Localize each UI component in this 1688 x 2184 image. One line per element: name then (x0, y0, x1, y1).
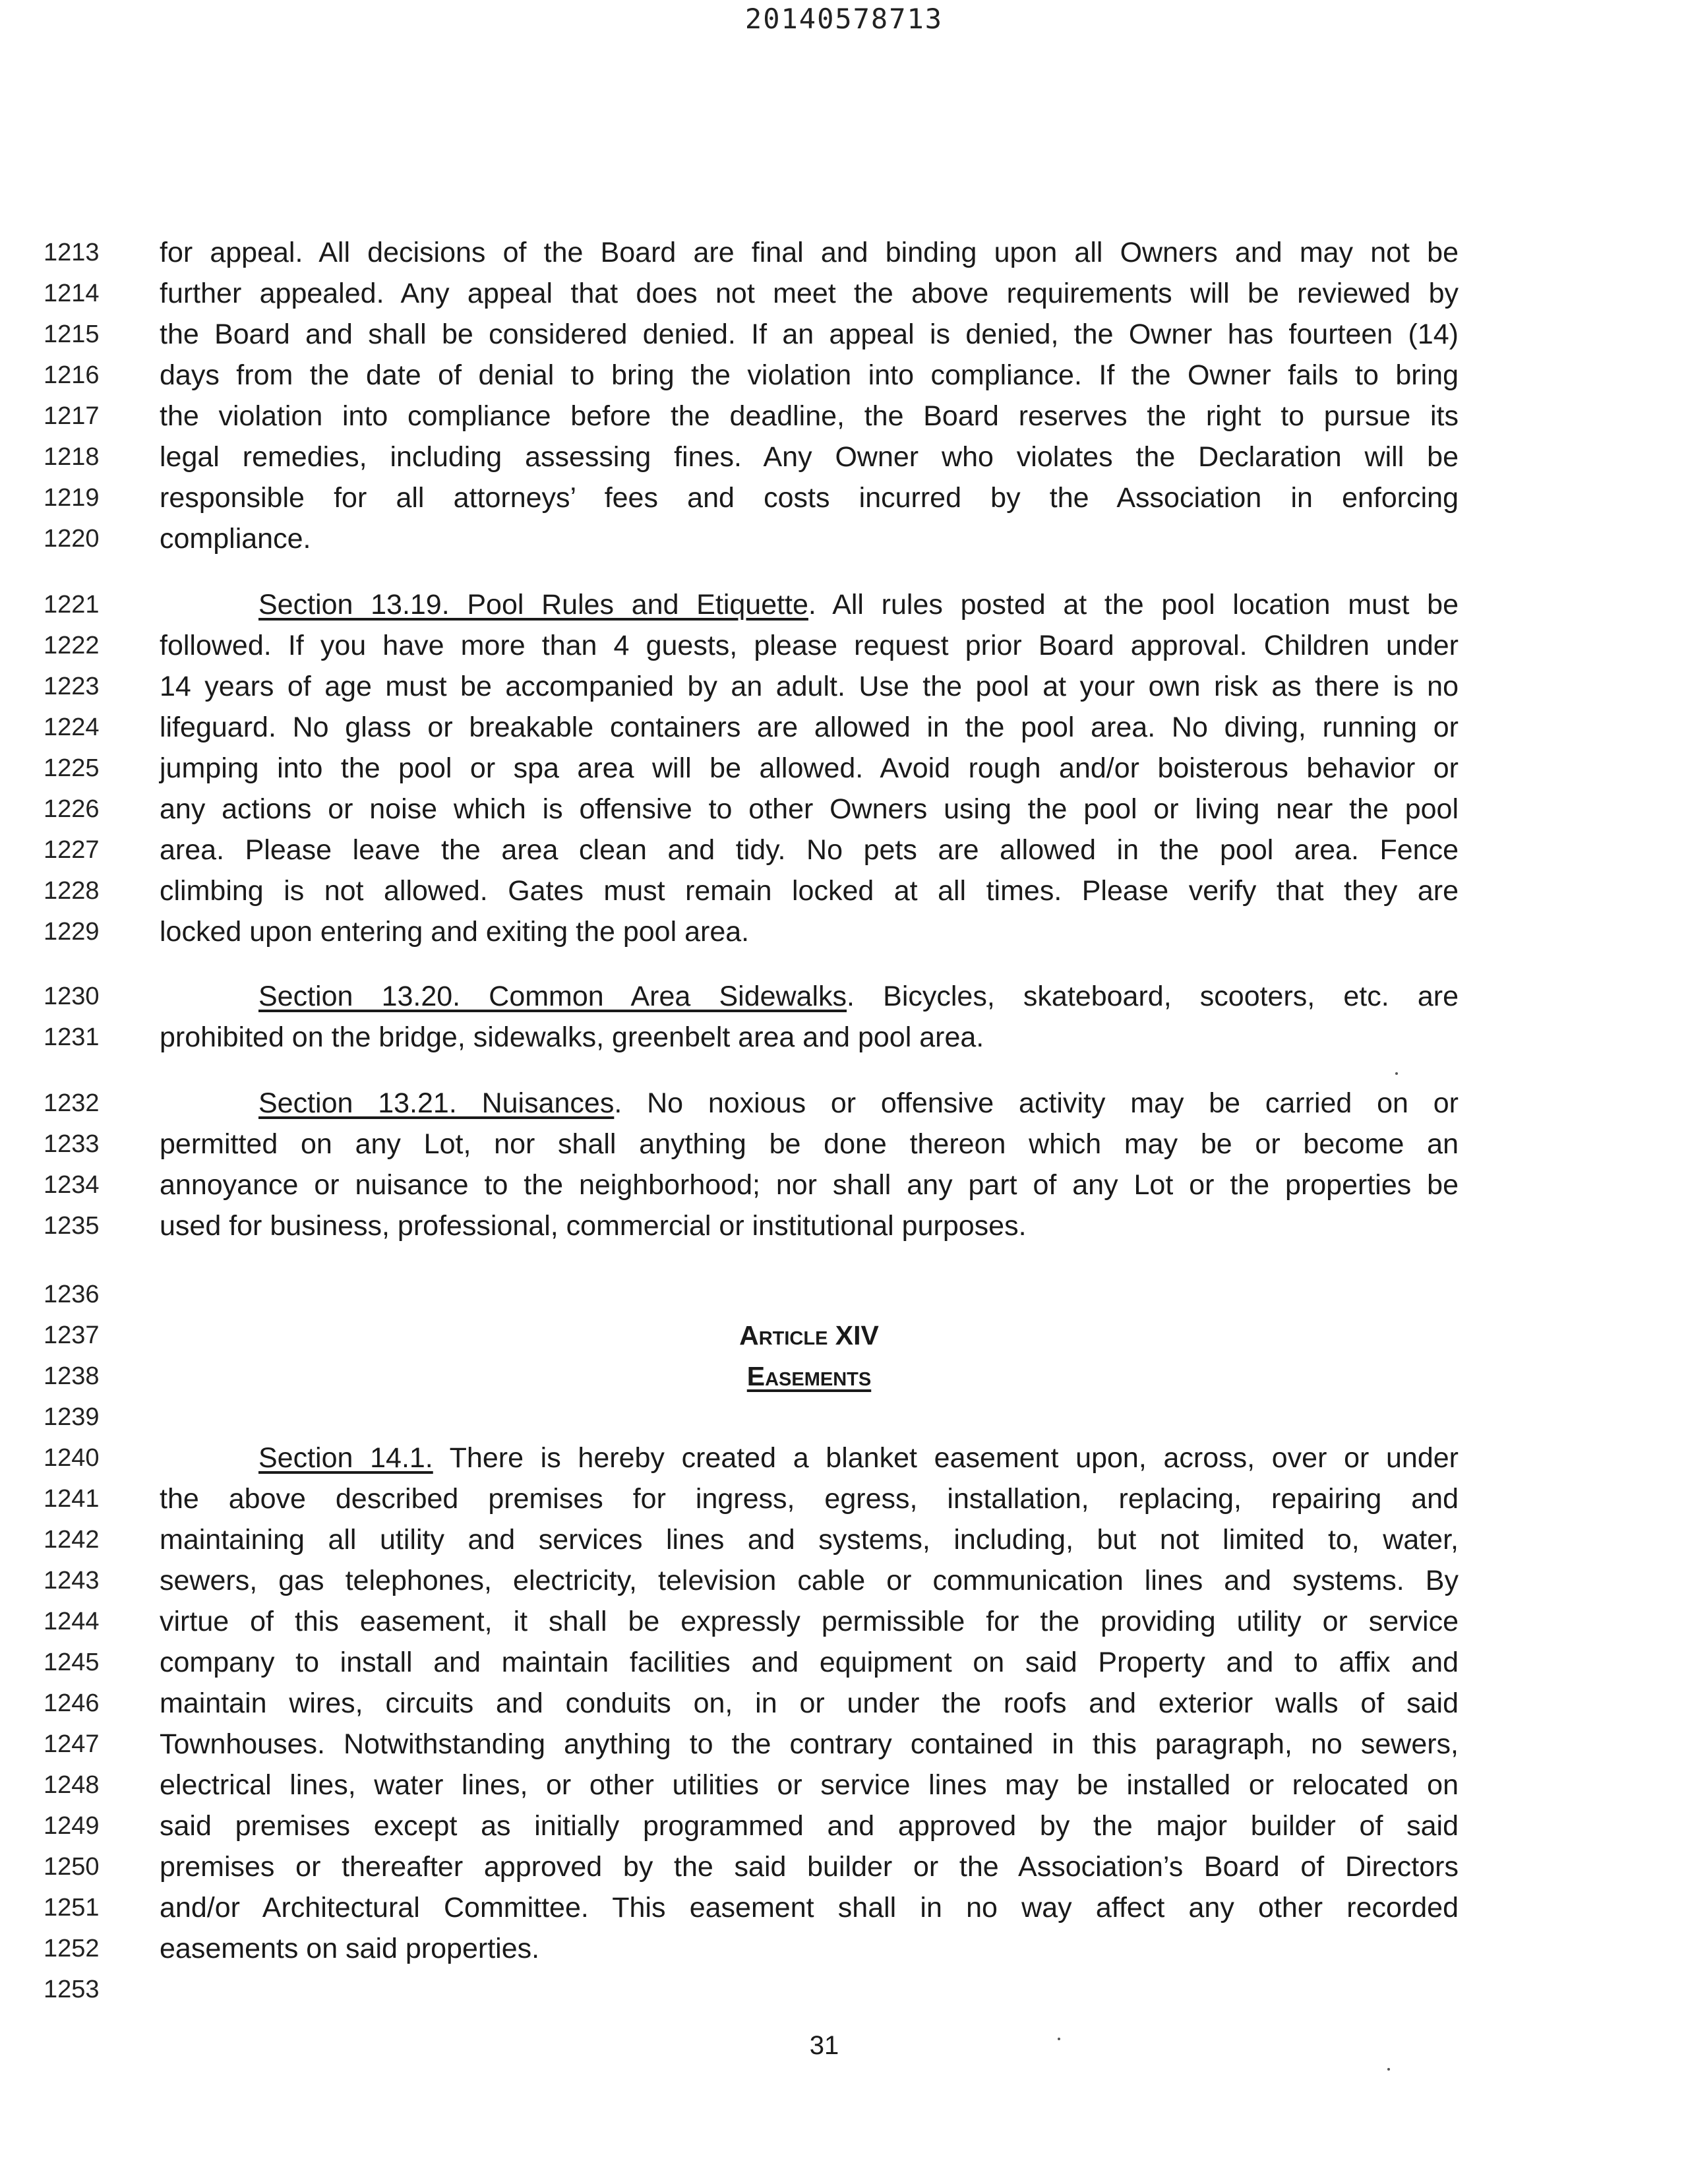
line-text: electrical lines, water lines, or other utilities or service lines may be installed or relocated on (160, 1769, 1459, 1801)
text-line (0, 976, 1688, 1017)
line-text: used for business, professional, commercial or institutional purposes. (160, 1210, 1027, 1242)
text-line (0, 1478, 1688, 1519)
section-first-line-text: . No noxious or offensive activity may be carried on or (614, 1087, 1459, 1119)
line-text: annoyance or nuisance to the neighborhood; nor shall any part of any Lot or the properties be (160, 1169, 1459, 1201)
line-text: responsible for all attorneys’ fees and costs incurred by the Association in enforcing (160, 482, 1459, 514)
line-text: virtue of this easement, it shall be expressly permissible for the providing utility or service (160, 1606, 1459, 1637)
line-number: 1240 (44, 1444, 100, 1472)
line-text: and/or Architectural Committee. This easement shall in no way affect any other recorded (160, 1892, 1459, 1924)
line-text: jumping into the pool or spa area will be allowed. Avoid rough and/or boisterous behavior or (160, 752, 1459, 784)
text-line (0, 1928, 1688, 1969)
scan-speck (1395, 1072, 1398, 1075)
text-line (0, 1601, 1688, 1642)
section-heading: Section 13.19. Pool Rules and Etiquette (258, 589, 808, 621)
text-line (0, 1969, 1688, 2010)
line-number: 1229 (44, 918, 100, 946)
line-text: area. Please leave the area clean and tidy. No pets are allowed in the pool area. Fence (160, 834, 1459, 866)
line-number: 1253 (44, 1976, 100, 2003)
text-line (0, 1438, 1688, 1478)
line-text: prohibited on the bridge, sidewalks, greenbelt area and pool area. (160, 1021, 984, 1053)
text-line (0, 625, 1688, 666)
text-line (0, 1165, 1688, 1205)
line-text: 14 years of age must be accompanied by an adult. Use the pool at your own risk as there is no (160, 671, 1459, 702)
text-line (0, 1683, 1688, 1724)
page-number: 31 (809, 2031, 839, 2060)
text-line (0, 355, 1688, 396)
line-number: 1221 (44, 591, 100, 619)
line-text: maintain wires, circuits and conduits on, in or under the roofs and exterior walls of said (160, 1687, 1459, 1719)
line-text: sewers, gas telephones, electricity, television cable or communication lines and systems. By (160, 1565, 1459, 1596)
line-number: 1213 (44, 239, 100, 266)
section-first-line (160, 976, 1459, 1017)
line-text: days from the date of denial to bring the violation into compliance. If the Owner fails to bring (160, 359, 1459, 391)
line-text: easements on said properties. (160, 1933, 540, 1964)
line-text: Townhouses. Notwithstanding anything to the contrary contained in this paragraph, no sewers, (160, 1728, 1459, 1760)
text-line (0, 666, 1688, 707)
line-number: 1217 (44, 402, 100, 430)
section-first-line (160, 1083, 1459, 1124)
line-number: 1231 (44, 1023, 100, 1051)
section-heading: Section 13.21. Nuisances (258, 1087, 615, 1119)
line-number: 1248 (44, 1771, 100, 1799)
line-number: 1245 (44, 1649, 100, 1676)
line-number: 1233 (44, 1130, 100, 1158)
line-text: the violation into compliance before the deadline, the Board reserves the right to pursue its (160, 400, 1459, 432)
line-number: 1218 (44, 443, 100, 471)
line-number: 1238 (44, 1362, 100, 1390)
scan-speck (1387, 2068, 1390, 2071)
line-number: 1250 (44, 1853, 100, 1881)
scan-speck (1058, 2038, 1060, 2040)
line-number: 1216 (44, 361, 100, 389)
line-text: further appealed. Any appeal that does not meet the above requirements will be reviewed by (160, 278, 1459, 309)
line-number: 1227 (44, 836, 100, 864)
line-number: 1220 (44, 525, 100, 553)
line-number: 1224 (44, 713, 100, 741)
line-number: 1241 (44, 1485, 100, 1513)
line-text: premises or thereafter approved by the said builder or the Association’s Board of Directors (160, 1851, 1459, 1883)
line-number: 1222 (44, 632, 100, 659)
line-number: 1235 (44, 1212, 100, 1240)
section-first-line-text: . All rules posted at the pool location must be (808, 589, 1459, 621)
text-line (0, 1642, 1688, 1683)
line-number: 1251 (44, 1894, 100, 1922)
section-first-line-text: There is hereby created a blanket easement upon, across, over or under (433, 1442, 1459, 1474)
article-title: Article XIV (739, 1320, 879, 1350)
text-line (0, 1124, 1688, 1165)
text-line (0, 232, 1688, 273)
line-text: said premises except as initially programmed and approved by the major builder of said (160, 1810, 1459, 1842)
text-line (0, 911, 1688, 952)
line-text: climbing is not allowed. Gates must remain locked at all times. Please verify that they are (160, 875, 1459, 907)
section-first-line (160, 1438, 1459, 1478)
section-first-line-text: . Bicycles, skateboard, scooters, etc. are (847, 981, 1459, 1012)
line-number: 1219 (44, 484, 100, 512)
text-line (0, 1083, 1688, 1124)
line-text: followed. If you have more than 4 guests, please request prior Board approval. Children under (160, 630, 1459, 661)
text-line (0, 1315, 1688, 1356)
line-number: 1237 (44, 1321, 100, 1349)
line-text: legal remedies, including assessing fines. Any Owner who violates the Declaration will be (160, 441, 1459, 473)
line-number: 1225 (44, 754, 100, 782)
section-first-line (160, 584, 1459, 625)
text-line (0, 789, 1688, 830)
text-line (0, 396, 1688, 437)
line-text: permitted on any Lot, nor shall anything be done thereon which may be or become an (160, 1128, 1459, 1160)
section-heading: Section 14.1. (258, 1442, 433, 1474)
line-number: 1243 (44, 1567, 100, 1594)
text-line (0, 1274, 1688, 1315)
text-line (0, 1765, 1688, 1805)
text-line (0, 477, 1688, 518)
text-line (0, 314, 1688, 355)
line-text: lifeguard. No glass or breakable containers are allowed in the pool area. No diving, running or (160, 712, 1459, 743)
line-number: 1236 (44, 1281, 100, 1308)
text-line (0, 518, 1688, 559)
text-line (0, 437, 1688, 477)
line-text: the Board and shall be considered denied. If an appeal is denied, the Owner has fourteen (14) (160, 318, 1459, 350)
line-number: 1244 (44, 1608, 100, 1635)
line-number: 1226 (44, 795, 100, 823)
line-text: any actions or noise which is offensive to other Owners using the pool or living near the pool (160, 793, 1459, 825)
text-line (0, 1805, 1688, 1846)
line-number: 1215 (44, 320, 100, 348)
text-line (0, 1397, 1688, 1438)
line-text: compliance. (160, 523, 311, 555)
line-text: company to install and maintain facilities and equipment on said Property and to affix and (160, 1647, 1459, 1678)
text-line (0, 1205, 1688, 1246)
line-number: 1246 (44, 1689, 100, 1717)
section-heading: Section 13.20. Common Area Sidewalks (258, 981, 847, 1012)
text-line (0, 707, 1688, 748)
line-number: 1247 (44, 1730, 100, 1758)
line-number: 1228 (44, 877, 100, 905)
text-line (0, 830, 1688, 870)
text-line (0, 1887, 1688, 1928)
article-subtitle (160, 1356, 1459, 1397)
text-line (0, 273, 1688, 314)
article-subtitle-text: Easements (746, 1361, 872, 1391)
line-number: 1234 (44, 1171, 100, 1199)
line-number: 1214 (44, 280, 100, 307)
line-number: 1230 (44, 983, 100, 1010)
text-line (0, 1560, 1688, 1601)
line-text: for appeal. All decisions of the Board are final and binding upon all Owners and may not be (160, 237, 1459, 268)
document-number: 20140578713 (744, 3, 944, 35)
text-line (0, 748, 1688, 789)
line-number: 1249 (44, 1812, 100, 1840)
line-number: 1242 (44, 1526, 100, 1554)
text-line (0, 1017, 1688, 1058)
text-line (0, 1519, 1688, 1560)
line-number: 1232 (44, 1089, 100, 1117)
line-number: 1252 (44, 1935, 100, 1962)
text-line (0, 584, 1688, 625)
line-number: 1239 (44, 1403, 100, 1431)
line-text: maintaining all utility and services lines and systems, including, but not limited to, water, (160, 1524, 1459, 1556)
text-line (0, 1724, 1688, 1765)
text-line (0, 870, 1688, 911)
text-line (0, 1356, 1688, 1397)
text-line (0, 1846, 1688, 1887)
line-number: 1223 (44, 673, 100, 700)
line-text: locked upon entering and exiting the pool area. (160, 916, 750, 948)
line-text: the above described premises for ingress, egress, installation, replacing, repairing and (160, 1483, 1459, 1515)
